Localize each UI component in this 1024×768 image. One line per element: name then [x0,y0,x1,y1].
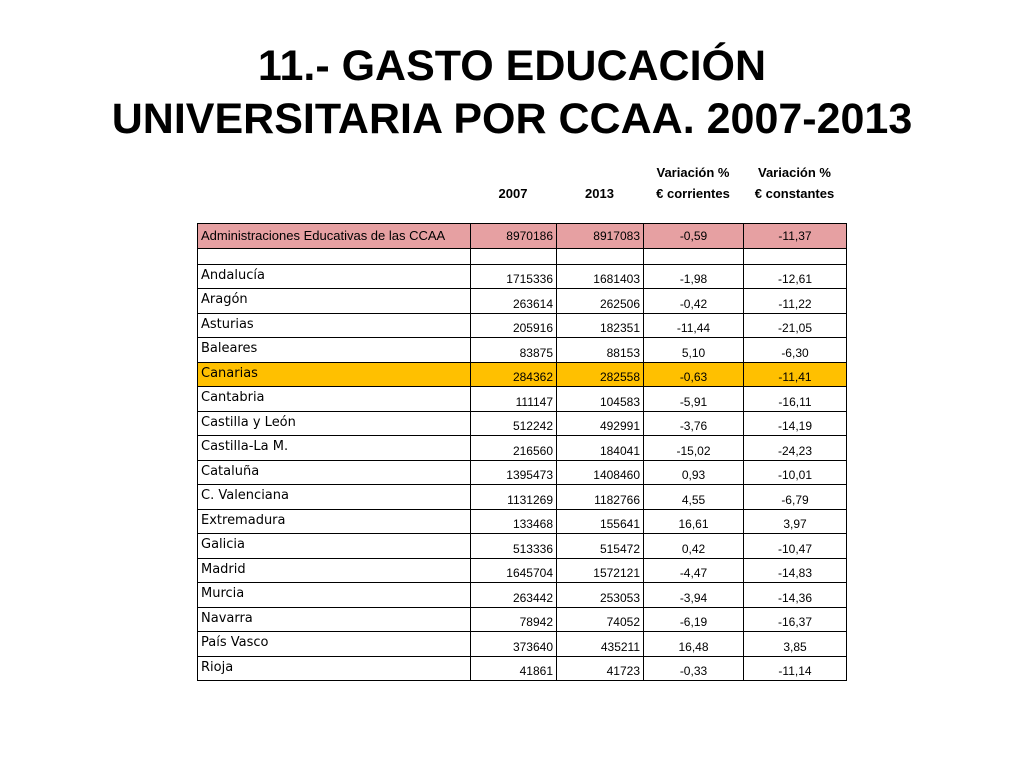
region-name: Aragón [198,289,471,314]
var-constantes: -10,47 [744,534,847,559]
value-2007: 284362 [471,362,557,387]
slide-title [0,40,1024,146]
table-row [198,362,847,387]
value-2007: 512242 [471,411,557,436]
value-2013: 262506 [557,289,644,314]
table-row [198,558,847,583]
spacer-cell [644,248,744,264]
region-name: Extremadura [198,509,471,534]
var-constantes: -6,30 [744,338,847,363]
region-name: Castilla y León [198,411,471,436]
region-name: Baleares [198,338,471,363]
value-2007: 1645704 [471,558,557,583]
value-2007: 205916 [471,313,557,338]
var-corrientes: 0,93 [644,460,744,485]
table-row [198,387,847,412]
var-corrientes: -15,02 [644,436,744,461]
title-line-1: 11.- GASTO EDUCACIÓN [257,42,767,90]
value-2013: 1408460 [557,460,644,485]
var-constantes: -14,19 [744,411,847,436]
var-constantes: -11,14 [744,656,847,681]
total-row [198,224,847,249]
header-variacion-corrientes-line1: Variación % [656,165,730,180]
table-row [198,656,847,681]
var-corrientes: 0,42 [644,534,744,559]
region-name: Andalucía [198,264,471,289]
var-corrientes: -1,98 [644,264,744,289]
value-2013: 1572121 [557,558,644,583]
table-row [198,436,847,461]
total-row-2007: 8970186 [471,224,557,249]
table-row [198,289,847,314]
value-2013: 88153 [557,338,644,363]
var-constantes: -16,11 [744,387,847,412]
region-name: Cataluña [198,460,471,485]
value-2013: 155641 [557,509,644,534]
header-variacion-constantes-line1: Variación % [758,165,831,180]
var-corrientes: -5,91 [644,387,744,412]
var-constantes: -11,41 [744,362,847,387]
region-name: Navarra [198,607,471,632]
value-2007: 111147 [471,387,557,412]
var-constantes: 3,85 [744,632,847,657]
region-name: País Vasco [198,632,471,657]
value-2007: 133468 [471,509,557,534]
value-2007: 373640 [471,632,557,657]
region-name: Canarias [198,362,471,387]
var-corrientes: 16,61 [644,509,744,534]
var-corrientes: -3,94 [644,583,744,608]
value-2013: 182351 [557,313,644,338]
table-row [198,411,847,436]
spacer-cell [744,248,847,264]
region-name: Murcia [198,583,471,608]
value-2007: 1715336 [471,264,557,289]
region-name: Asturias [198,313,471,338]
total-row-var-corrientes: -0,59 [644,224,744,249]
spacer-cell [198,248,471,264]
value-2013: 253053 [557,583,644,608]
value-2013: 74052 [557,607,644,632]
var-corrientes: 4,55 [644,485,744,510]
spacer-row [198,248,847,264]
title-line-2: UNIVERSITARIA POR CCAA. 2007-2013 [111,95,913,143]
var-corrientes: -0,63 [644,362,744,387]
data-table [197,223,847,681]
var-constantes: -14,83 [744,558,847,583]
table-row [198,338,847,363]
var-constantes: -6,79 [744,485,847,510]
value-2007: 263614 [471,289,557,314]
total-row-var-constantes: -11,37 [744,224,847,249]
var-corrientes: 16,48 [644,632,744,657]
table-row [198,485,847,510]
var-constantes: -12,61 [744,264,847,289]
table-row [198,509,847,534]
var-corrientes: 5,10 [644,338,744,363]
var-corrientes: -4,47 [644,558,744,583]
table-row [198,460,847,485]
value-2013: 515472 [557,534,644,559]
value-2007: 263442 [471,583,557,608]
var-constantes: -24,23 [744,436,847,461]
var-constantes: -16,37 [744,607,847,632]
region-name: C. Valenciana [198,485,471,510]
value-2007: 513336 [471,534,557,559]
value-2007: 1395473 [471,460,557,485]
table-row [198,607,847,632]
var-constantes: -14,36 [744,583,847,608]
region-name: Rioja [198,656,471,681]
value-2007: 216560 [471,436,557,461]
region-name: Galicia [198,534,471,559]
var-corrientes: -0,33 [644,656,744,681]
value-2013: 435211 [557,632,644,657]
value-2007: 78942 [471,607,557,632]
total-row-2013: 8917083 [557,224,644,249]
value-2007: 83875 [471,338,557,363]
region-name: Castilla-La M. [198,436,471,461]
table-row [198,534,847,559]
total-row-name: Administraciones Educativas de las CCAA [198,224,471,249]
header-variacion-constantes-line2: € constantes [754,186,835,201]
var-corrientes: -0,42 [644,289,744,314]
var-corrientes: -11,44 [644,313,744,338]
table-row [198,632,847,657]
var-corrientes: -3,76 [644,411,744,436]
var-constantes: -11,22 [744,289,847,314]
value-2013: 492991 [557,411,644,436]
value-2007: 1131269 [471,485,557,510]
region-name: Cantabria [198,387,471,412]
value-2013: 282558 [557,362,644,387]
region-name: Madrid [198,558,471,583]
spacer-cell [557,248,644,264]
table-row [198,313,847,338]
header-2013: 2013 [585,186,614,201]
table-row [198,583,847,608]
value-2013: 184041 [557,436,644,461]
value-2013: 1182766 [557,485,644,510]
value-2007: 41861 [471,656,557,681]
var-constantes: 3,97 [744,509,847,534]
var-constantes: -10,01 [744,460,847,485]
header-2007: 2007 [498,186,528,201]
spacer-cell [471,248,557,264]
value-2013: 41723 [557,656,644,681]
var-corrientes: -6,19 [644,607,744,632]
table-row [198,264,847,289]
value-2013: 104583 [557,387,644,412]
header-variacion-corrientes-line2: € corrientes [656,186,730,201]
value-2013: 1681403 [557,264,644,289]
var-constantes: -21,05 [744,313,847,338]
